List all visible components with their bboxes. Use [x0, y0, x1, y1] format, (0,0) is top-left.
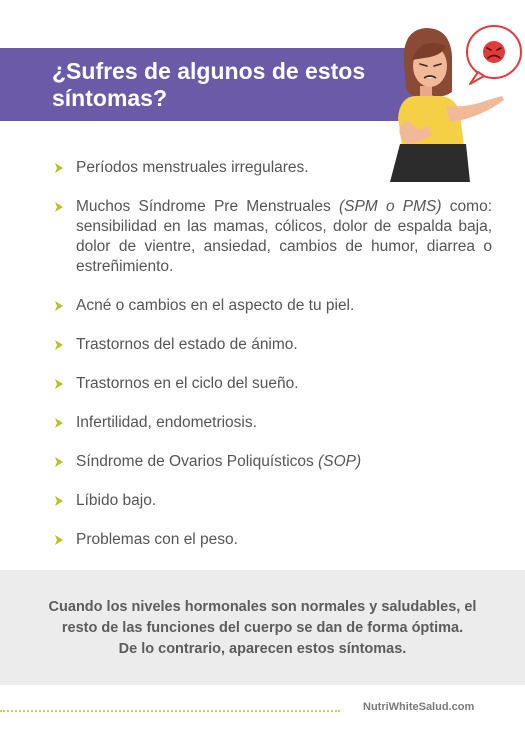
chevron-right-icon — [54, 379, 64, 389]
list-item — [52, 530, 492, 550]
list-item — [52, 197, 492, 277]
footer-note — [20, 597, 505, 660]
list-item-text: Síndrome de Ovarios Poliquísticos — [76, 453, 319, 470]
list-item — [52, 158, 492, 178]
angry-face-icon — [483, 41, 505, 63]
list-item-emphasis: (SOP) — [318, 453, 362, 470]
list-item — [52, 491, 492, 511]
page-title: ¿Sufres de algunos de estos síntomas? — [52, 58, 366, 111]
list-item — [52, 413, 492, 433]
chevron-right-icon — [54, 340, 64, 350]
dotted-divider — [0, 710, 340, 712]
list-item-text: Trastornos del estado de ánimo. — [76, 336, 298, 353]
list-item-text: Períodos menstruales irregulares. — [76, 159, 309, 176]
list-item — [52, 335, 492, 355]
footer-line: resto de las funciones del cuerpo se dan de forma óptima. — [61, 620, 464, 636]
chevron-right-icon — [54, 418, 64, 428]
list-item-text: Líbido bajo. — [76, 492, 157, 509]
list-item-text: Infertilidad, endometriosis. — [76, 414, 257, 431]
chevron-right-icon — [54, 163, 64, 173]
footer-line: Cuando los niveles hormonales son normales y saludables, el — [48, 599, 477, 615]
speech-bubble — [467, 26, 521, 84]
list-item — [52, 374, 492, 394]
symptom-list — [52, 158, 492, 550]
list-item-text: Acné o cambios en el aspecto de tu piel. — [76, 297, 355, 314]
list-item-text: Trastornos en el ciclo del sueño. — [76, 375, 299, 392]
chevron-right-icon — [54, 457, 64, 467]
list-item — [52, 296, 492, 316]
footer-line: De lo contrario, aparecen estos síntomas. — [118, 641, 407, 657]
chevron-right-icon — [54, 202, 64, 212]
brand-url[interactable]: NutriWhiteSalud.com — [363, 701, 475, 713]
chevron-right-icon — [54, 496, 64, 506]
chevron-right-icon — [54, 535, 64, 545]
list-item-emphasis: (SPM o PMS) — [338, 198, 442, 215]
chevron-right-icon — [54, 301, 64, 311]
list-item-text: como: sensibilidad en las mamas, cólicos, dolor de espalda baja, dolor de vientre, ansiedad, cambios de humor, diarrea o estreñimiento. — [76, 198, 493, 275]
list-item-text: Problemas con el peso. — [76, 531, 238, 548]
list-item — [52, 452, 492, 472]
list-item-text: Muchos Síndrome Pre Menstruales — [76, 198, 339, 215]
